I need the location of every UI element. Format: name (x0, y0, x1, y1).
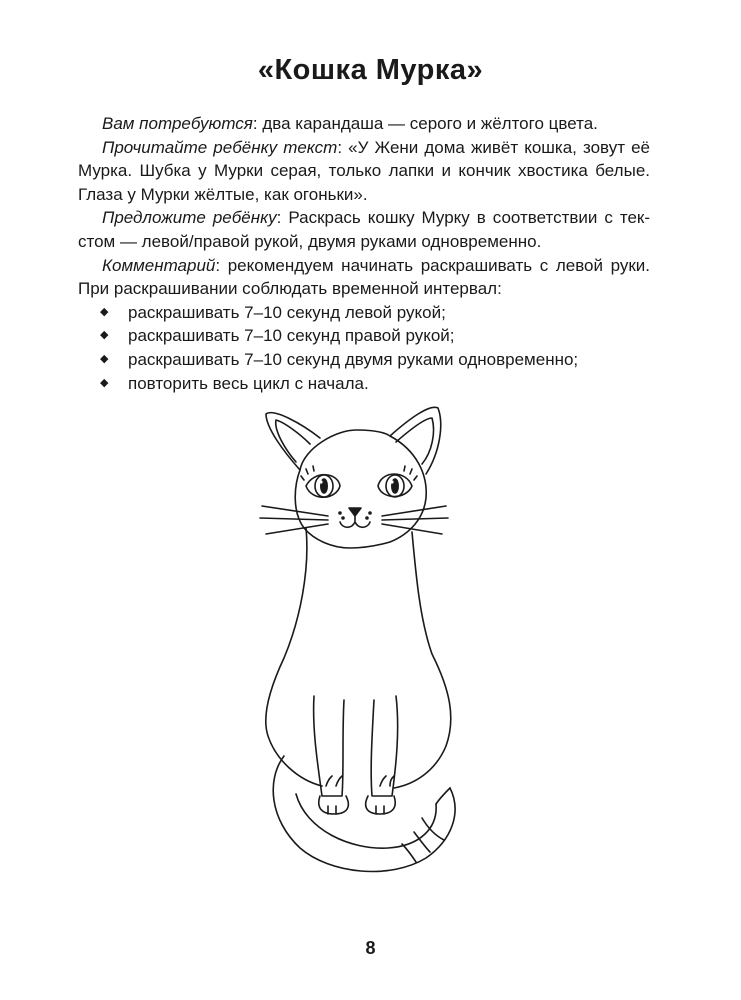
cat-coloring-illustration (240, 400, 480, 910)
paragraph-task (78, 206, 650, 253)
body-left-outline (266, 528, 322, 786)
paragraph-lead: Вам потребуются (102, 114, 253, 133)
bullet-diamond-icon: ◆ (100, 376, 109, 389)
left-whiskers (260, 506, 328, 534)
paragraph-lead: Предложите ребёнку (102, 208, 277, 228)
bullet-diamond-icon: ◆ (100, 352, 109, 365)
list-item (78, 301, 650, 325)
paragraph-lead: Прочитайте ребёнку текст (102, 137, 338, 157)
paragraph-story (78, 136, 650, 207)
page-number: 8 (365, 938, 376, 958)
left-paw (319, 796, 349, 814)
step-text: раскрашивать 7–10 секунд правой рукой; (128, 326, 455, 346)
left-ear (266, 413, 320, 470)
step-text: раскрашивать 7–10 секунд левой рукой; (128, 302, 446, 322)
steps-list (78, 301, 650, 395)
paragraph-body: : рекомендуем начинать раскрашивать с левой руки. (215, 255, 650, 275)
nose-icon (349, 508, 361, 516)
leg-fur-line-right (380, 776, 394, 786)
step-text: повторить весь цикл с начала. (128, 373, 369, 393)
paragraph-body: : «У Жени дома живёт кошка, зовут её Мурка. Шубка у Мурки серая, только лапки и кончик хвостика белые. Глаза у Мурки жёлтые, как огоньки». (78, 137, 650, 204)
list-item (78, 324, 650, 348)
step-text: раскрашивать 7–10 секунд двумя руками одновременно; (128, 349, 579, 369)
list-item (78, 372, 650, 396)
front-leg-right (371, 696, 397, 796)
paragraph-materials (78, 112, 650, 136)
left-eye-glint (319, 480, 322, 483)
paragraph-lead: Комментарий (102, 255, 216, 275)
body-right-outline (394, 532, 451, 788)
paragraph-body: : Раскрась кошку Мурку в соответствии с текстом — левой/правой рукой, двумя руками одновременно. (78, 208, 651, 251)
right-whiskers (382, 506, 448, 534)
right-eye-glint (390, 480, 393, 483)
page-title: «Кошка Мурка» (257, 54, 484, 86)
leg-fur-line-left (326, 776, 342, 786)
right-paw (366, 796, 396, 814)
left-paw-toes (328, 806, 336, 814)
interval-intro: При раскрашивании соблюдать временной интервал: (78, 279, 502, 299)
right-paw-toes (376, 806, 384, 814)
bullet-diamond-icon: ◆ (100, 329, 109, 342)
tail-outline (273, 756, 455, 871)
bullet-diamond-icon: ◆ (100, 305, 109, 318)
paragraph-body: : два карандаша — серого и жёлтого цвета. (252, 114, 598, 133)
paragraph-comment (78, 254, 650, 278)
instructions-text (78, 112, 650, 395)
list-item (78, 348, 650, 372)
left-ear-inner (276, 420, 310, 462)
